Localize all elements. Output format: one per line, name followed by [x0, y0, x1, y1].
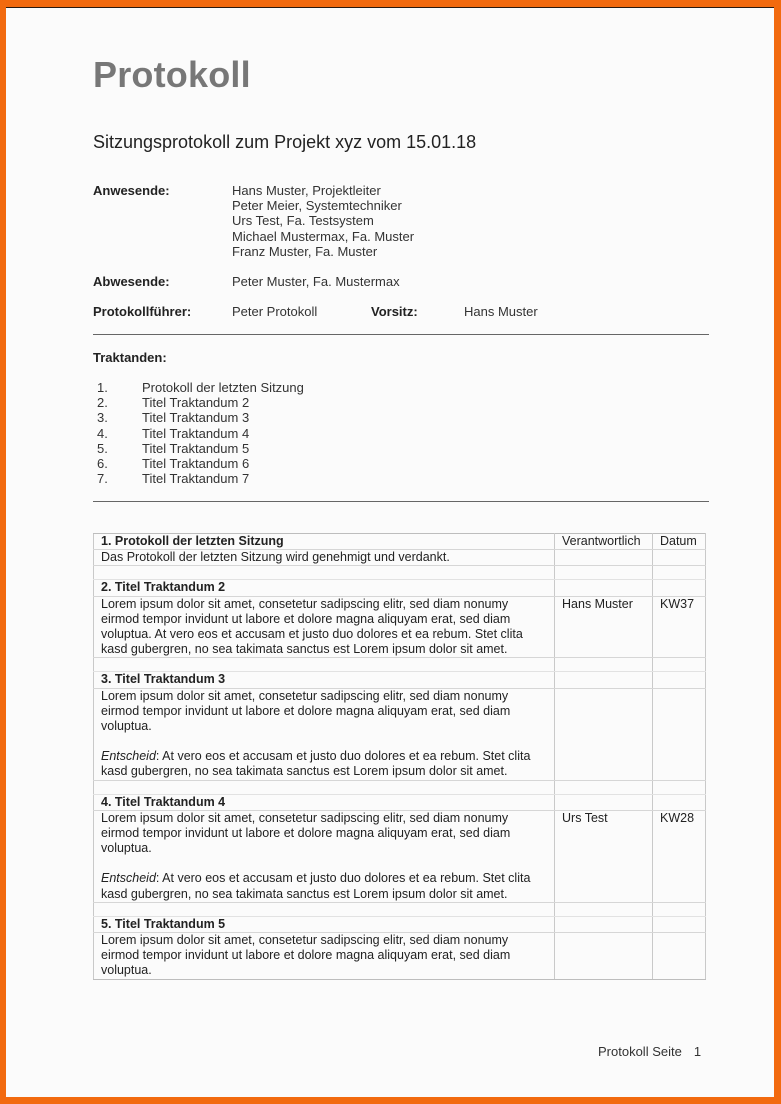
section-body-row [94, 550, 706, 566]
section-header-row [94, 794, 706, 810]
agenda-item-label: Titel Traktandum 7 [142, 471, 250, 487]
section-date [652, 933, 705, 980]
decision-label: Entscheid [101, 871, 156, 886]
present-person: Urs Test, Fa. Testsystem [232, 213, 374, 229]
agenda-list [97, 380, 304, 486]
agenda-item-label: Protokoll der letzten Sitzung [142, 380, 304, 395]
section-text: Lorem ipsum dolor sit amet, consetetur sadipscing elitr, sed diam nonumy eirmod tempor invidunt ut labore et dolore magna aliquyam erat, sed diam voluptua. [94, 933, 555, 980]
section-title: 4. Titel Traktandum 4 [94, 794, 555, 810]
present-person: Peter Meier, Systemtechniker [232, 198, 402, 214]
chair-label: Vorsitz: [371, 304, 418, 319]
section-text: Lorem ipsum dolor sit amet, consetetur sadipscing elitr, sed diam nonumy eirmod tempor invidunt ut labore et dolore magna aliquyam erat, sed diam voluptua. [101, 688, 511, 734]
present-list [232, 183, 414, 259]
agenda-item [97, 456, 304, 471]
document-page [6, 7, 774, 1097]
page-number: 1 [693, 1044, 702, 1059]
section-body-row [94, 688, 706, 780]
section-responsible [555, 688, 653, 780]
footer-label: Protokoll Seite [598, 1044, 682, 1059]
section-body-row [94, 810, 706, 902]
chair-value: Hans Muster [464, 304, 538, 319]
agenda-item-label: Titel Traktandum 4 [142, 425, 250, 441]
agenda-item-number: 1. [97, 380, 108, 395]
agenda-item [97, 395, 304, 410]
recorder-label: Protokollführer: [93, 304, 192, 319]
absent-value: Peter Muster, Fa. Mustermax [232, 274, 400, 289]
agenda-item [97, 471, 304, 486]
section-date [652, 688, 705, 780]
section-responsible [555, 550, 653, 566]
section-title: 3. Titel Traktandum 3 [94, 672, 555, 688]
section-title: 5. Titel Traktandum 5 [94, 916, 555, 932]
section-content [94, 688, 555, 780]
present-label: Anwesende: [93, 183, 170, 198]
minutes-table [93, 533, 706, 980]
agenda-item-number: 6. [97, 456, 108, 472]
agenda-item-number: 3. [97, 410, 108, 426]
agenda-item [97, 426, 304, 441]
decision-text: : At vero eos et accusam et justo duo dolores et ea rebum. Stet clita kasd gubergren, no sea takimata sanctus est Lorem ipsum dolor sit amet. [101, 871, 531, 901]
agenda-item-number: 7. [97, 471, 108, 487]
section-text: Lorem ipsum dolor sit amet, consetetur sadipscing elitr, sed diam nonumy eirmod tempor invidunt ut labore et dolore magna aliquyam erat, sed diam voluptua. At vero eos et accusam et justo duo dolores et ea rebum. Stet clita kasd gubergren, no sea takimata sanctus est Lorem ipsum dolor sit amet. [94, 596, 555, 658]
agenda-item-number: 4. [97, 425, 108, 441]
spacer-row [94, 658, 706, 672]
section-decision [101, 749, 547, 779]
section-header-row [94, 580, 706, 596]
agenda-item-label: Titel Traktandum 3 [142, 410, 250, 426]
page-footer [598, 1044, 701, 1059]
column-header-responsible: Verantwortlich [555, 534, 653, 550]
section-header-row [94, 672, 706, 688]
agenda-item [97, 441, 304, 456]
divider [93, 501, 709, 502]
agenda-item-number: 2. [97, 395, 108, 411]
section-responsible [555, 933, 653, 980]
section-text: Das Protokoll der letzten Sitzung wird genehmigt und verdankt. [94, 550, 555, 566]
decision-text: : At vero eos et accusam et justo duo dolores et ea rebum. Stet clita kasd gubergren, no sea takimata sanctus est Lorem ipsum dolor sit amet. [101, 749, 531, 779]
absent-label: Abwesende: [93, 274, 170, 289]
section-date [652, 550, 705, 566]
agenda-item-number: 5. [97, 440, 108, 456]
section-text: Lorem ipsum dolor sit amet, consetetur sadipscing elitr, sed diam nonumy eirmod tempor invidunt ut labore et dolore magna aliquyam erat, sed diam voluptua. [101, 810, 511, 856]
section-title: 2. Titel Traktandum 2 [94, 580, 555, 596]
section-body-row [94, 596, 706, 658]
spacer-row [94, 780, 706, 794]
agenda-item-label: Titel Traktandum 5 [142, 440, 250, 456]
section-responsible: Urs Test [555, 810, 653, 902]
section-decision [101, 871, 547, 901]
section-body-row [94, 933, 706, 980]
agenda-item-label: Titel Traktandum 6 [142, 456, 250, 472]
section-title: 1. Protokoll der letzten Sitzung [94, 534, 555, 550]
section-responsible: Hans Muster [555, 596, 653, 658]
agenda-item [97, 380, 304, 395]
section-content [94, 810, 555, 902]
recorder-value: Peter Protokoll [232, 304, 318, 319]
document-title: Protokoll [93, 54, 251, 95]
spacer-row [94, 566, 706, 580]
document-subtitle: Sitzungsprotokoll zum Projekt xyz vom 15.01.18 [93, 132, 477, 152]
section-header-row [94, 916, 706, 932]
column-header-date: Datum [652, 534, 705, 550]
agenda-heading: Traktanden: [93, 350, 167, 365]
agenda-item [97, 410, 304, 425]
section-date: KW37 [652, 596, 705, 658]
decision-label: Entscheid [101, 749, 156, 764]
present-person: Michael Mustermax, Fa. Muster [232, 228, 415, 244]
section-header-row [94, 534, 706, 550]
agenda-item-label: Titel Traktandum 2 [142, 395, 250, 411]
spacer-row [94, 902, 706, 916]
present-person: Hans Muster, Projektleiter [232, 183, 381, 198]
section-date: KW28 [652, 810, 705, 902]
present-person: Franz Muster, Fa. Muster [232, 243, 378, 259]
divider [93, 334, 709, 335]
